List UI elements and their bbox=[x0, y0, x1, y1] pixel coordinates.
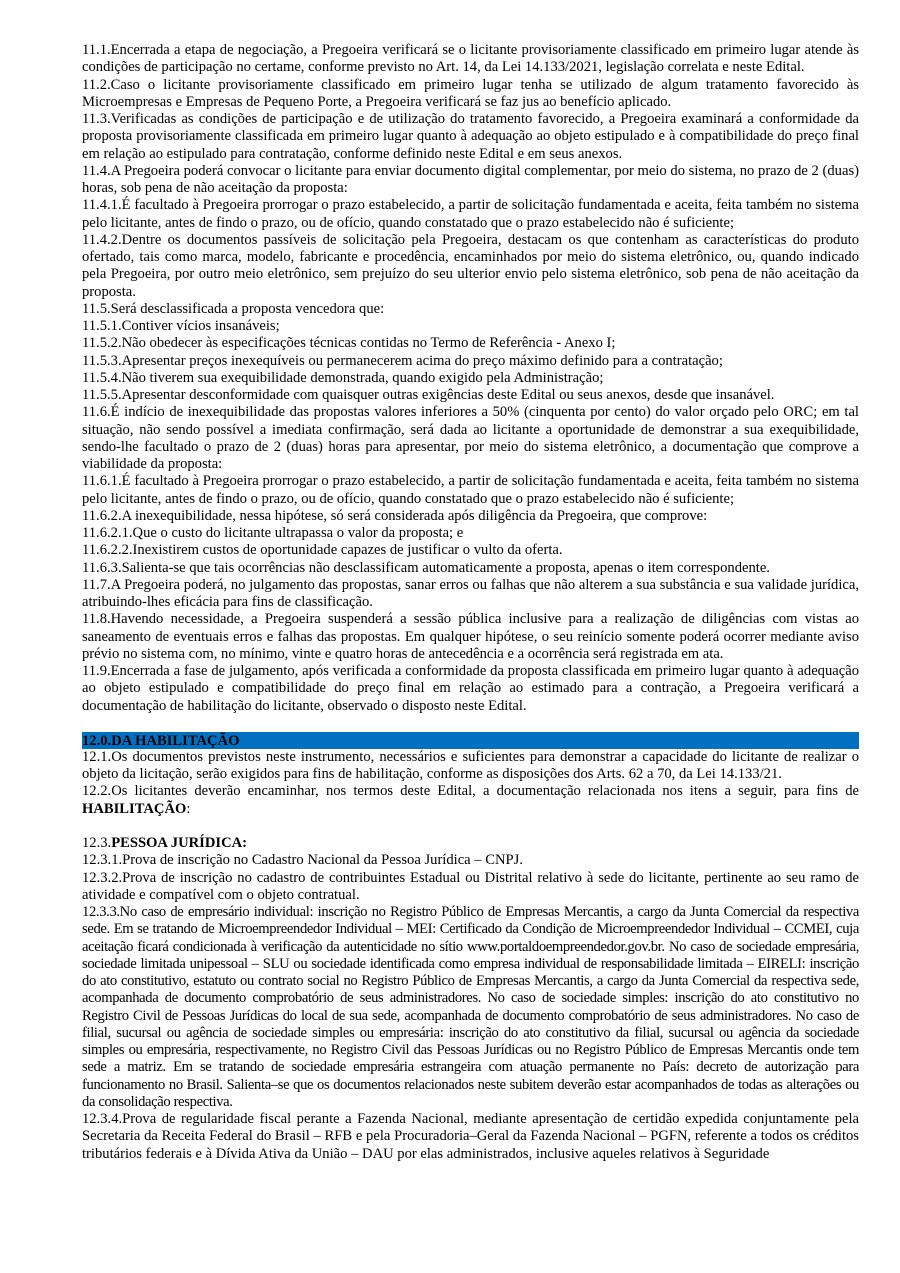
paragraph-11-item: 11.5.5.Apresentar desconformidade com quaisquer outras exigências deste Edital ou seus anexos, desde que insanável. bbox=[82, 387, 775, 403]
paragraph-11-item: 11.5.3.Apresentar preços inexequíveis ou permanecerem acima do preço máximo definido para a contratação; bbox=[82, 352, 723, 369]
paragraph-12-3-4: 12.3.4.Prova de regularidade fiscal perante a Fazenda Nacional, mediante apresentação de certidão expedida conjuntamente pela Secretaria da Receita Federal do Brasil – RFB e pela Procuradoria–Geral da Fazenda Nacional – PGFN, referente a todos os créditos tributários federais e à Dívida Ativa da União – DAU por elas administrados, inclusive aqueles relativos à Seguridade bbox=[82, 1111, 859, 1162]
paragraph-12-2-end: : bbox=[186, 800, 191, 817]
paragraph-11-item: 11.2.Caso o licitante provisoriamente classificado em primeiro lugar tenha se utilizado de algum tratamento favorecido às Microempresas e Empresas de Pequeno Porte, a Pregoeira verificará se faz jus ao benefício aplicado. bbox=[82, 76, 859, 110]
paragraph-12-2-bold: HABILITAÇÃO bbox=[82, 800, 187, 817]
paragraph-11-item: 11.6.3.Salienta-se que tais ocorrências não desclassificam automaticamente a proposta, apenas o item correspondente. bbox=[82, 559, 770, 576]
paragraph-11-item: 11.1.Encerrada a etapa de negociação, a Pregoeira verificará se o licitante provisoriamente classificado em primeiro lugar atende às condições de participação no certame, conforme previsto no Art. 14, da Lei 14.133/2021, legislação correlata e neste Edital. bbox=[82, 42, 859, 76]
paragraph-11-item: 11.8.Havendo necessidade, a Pregoeira suspenderá a sessão pública inclusive para a realização de diligências com vistas ao saneamento de eventuais erros e falhas das propostas. Em qualquer hipótese, o seu reinício somente poderá ocorrer mediante aviso prévio no sistema com, no mínimo, vinte e quatro horas de antecedência e a ocorrência será registrada em ata. bbox=[82, 611, 859, 662]
paragraph-11-item: 11.4.A Pregoeira poderá convocar o licitante para enviar documento digital complementar, por meio do sistema, no prazo de 2 (duas) horas, sob pena de não aceitação da proposta: bbox=[82, 162, 859, 196]
paragraph-11-item: 11.4.2.Dentre os documentos passíveis de solicitação pela Pregoeira, destacam os que contenham as características do produto ofertado, tais como marca, modelo, fabricante e procedência, encaminhados por meio do sistema eletrônico, ou, quando indicado pela Pregoeira, por outro meio eletrônico, sem prejuízo do seu ulterior envio pelo sistema eletrônico, sob pena de não aceitação da proposta. bbox=[82, 231, 859, 300]
paragraph-12-3 bbox=[82, 835, 859, 852]
paragraph-11-item: 11.7.A Pregoeira poderá, no julgamento das propostas, sanar erros ou falhas que não alterem a sua substância e sua validade jurídica, atribuindo-lhes eficácia para fins de classificação. bbox=[82, 576, 859, 610]
paragraph-11-item: 11.6.É indício de inexequibilidade das propostas valores inferiores a 50% (cinquenta por cento) do valor orçado pelo ORC; em tal situação, não sendo possível a imediata confirmação, será dada ao licitante a oportunidade de demonstrar a sua exequibilidade, sendo-lhe facultado o prazo de 2 (duas) horas para apresentar, por meio do sistema eletrônico, a documentação que comprove a viabilidade da proposta: bbox=[82, 404, 859, 472]
paragraph-11-item: 11.5.Será desclassificada a proposta vencedora que: bbox=[82, 300, 385, 317]
section-heading-habilitacao: 12.0.DA HABILITAÇÃO bbox=[82, 732, 859, 749]
paragraph-11-item: 11.9.Encerrada a fase de julgamento, após verificada a conformidade da proposta classificada em primeiro lugar quanto à adequação ao objeto estipulado e compatibilidade do preço final em relação ao estimado para a contração, a Pregoeira verificará a documentação de habilitação do licitante, observado o disposto neste Edital. bbox=[82, 663, 859, 714]
paragraph-11-item: 11.3.Verificadas as condições de participação e de utilização do tratamento favorecido, a Pregoeira examinará a conformidade da proposta provisoriamente classificada em primeiro lugar quanto à adequação ao objeto estipulado e à compatibilidade do preço final em relação ao estipulado para contratação, conforme definido neste Edital e em seus anexos. bbox=[82, 111, 859, 162]
paragraph-12-1: 12.1.Os documentos previstos neste instrumento, necessários e suficientes para demonstrar a capacidade do licitante de realizar o objeto da licitação, serão exigidos para fins de habilitação, conforme as disposições dos Arts. 62 a 70, da Lei 14.133/21. bbox=[82, 748, 859, 782]
paragraph-11-item: 11.4.1.É facultado à Pregoeira prorrogar o prazo estabelecido, a partir de solicitação fundamentada e aceita, feita também no sistema pelo licitante, antes de findo o prazo, ou de ofício, quando constatado que o prazo estabelecido não é suficiente; bbox=[82, 197, 859, 231]
document-page bbox=[82, 42, 859, 1163]
paragraph-11-item: 11.6.2.2.Inexistirem custos de oportunidade capazes de justificar o vulto da oferta. bbox=[82, 542, 563, 559]
paragraph-11-item: 11.6.1.É facultado à Pregoeira prorrogar o prazo estabelecido, a partir de solicitação fundamentada e aceita, feita também no sistema pelo licitante, antes de findo o prazo, ou de ofício, quando constatado que o prazo estabelecido não é suficiente; bbox=[82, 473, 859, 507]
paragraph-11-item: 11.5.1.Contiver vícios insanáveis; bbox=[82, 318, 280, 334]
paragraph-12-2 bbox=[82, 783, 859, 818]
paragraph-12-3-1: 12.3.1.Prova de inscrição no Cadastro Nacional da Pessoa Jurídica – CNPJ. bbox=[82, 852, 523, 869]
paragraph-12-3-number: 12.3. bbox=[82, 835, 112, 851]
paragraph-12-3-2: 12.3.2.Prova de inscrição no cadastro de contribuintes Estadual ou Distrital relativo à sede do licitante, pertinente ao seu ramo de atividade e compatível com o objeto contratual. bbox=[82, 869, 859, 903]
paragraph-12-2-text: 12.2.Os licitantes deverão encaminhar, nos termos deste Edital, a documentação relacionada nos itens a seguir, para fins de bbox=[82, 783, 859, 800]
blank-line bbox=[82, 818, 859, 835]
paragraph-11-item: 11.6.2.1.Que o custo do licitante ultrapassa o valor da proposta; e bbox=[82, 525, 464, 541]
paragraph-11-item: 11.5.2.Não obedecer às especificações técnicas contidas no Termo de Referência - Anexo I; bbox=[82, 335, 616, 352]
paragraph-12-3-title: PESSOA JURÍDICA: bbox=[111, 835, 248, 851]
paragraph-11-item: 11.6.2.A inexequibilidade, nessa hipótese, só será considerada após diligência da Pregoeira, que comprove: bbox=[82, 507, 708, 524]
paragraph-11-item: 11.5.4.Não tiverem sua exequibilidade demonstrada, quando exigido pela Administração; bbox=[82, 369, 604, 386]
section-11-body bbox=[82, 42, 859, 715]
paragraph-12-3-3: 12.3.3.No caso de empresário individual: inscrição no Registro Público de Empresas Mercantis, a cargo da Junta Comercial da respectiva sede. Em se tratando de Microempreendedor Individual – MEI: Certificado da Condição de Microempreendedor Individual – CCMEI, cuja aceitação ficará condicionada à verificação da autenticidade no sítio www.portaldoempreendedor.gov.br. No caso de sociedade empresária, sociedade limitada unipessoal – SLU ou sociedade identificada como empresa individual de responsabilidade limitada – EIRELI: inscrição do ato constitutivo, estatuto ou contrato social no Registro Público de Empresas Mercantis, a cargo da Junta Comercial da respectiva sede, acompanhada de documento comprobatório de seus administradores. No caso de sociedade simples: inscrição do ato constitutivo no Registro Civil de Pessoas Jurídicas do local de sua sede, acompanhada de documento comprobatório de seus administradores. No caso de filial, sucursal ou agência de sociedade simples ou empresária: inscrição do ato constitutivo da filial, sucursal ou agência da sociedade simples ou empresária, respectivamente, no Registro Civil das Pessoas Jurídicas ou no Registro Público de Empresas Mercantis onde tem sede a matriz. Em se tratando de sociedade empresária estrangeira com atuação permanente no País: decreto de autorização para funcionamento no Brasil. Salienta–se que os documentos relacionados neste subitem deverão estar acompanhados de todas as alterações ou da consolidação respectiva. bbox=[82, 904, 859, 1110]
